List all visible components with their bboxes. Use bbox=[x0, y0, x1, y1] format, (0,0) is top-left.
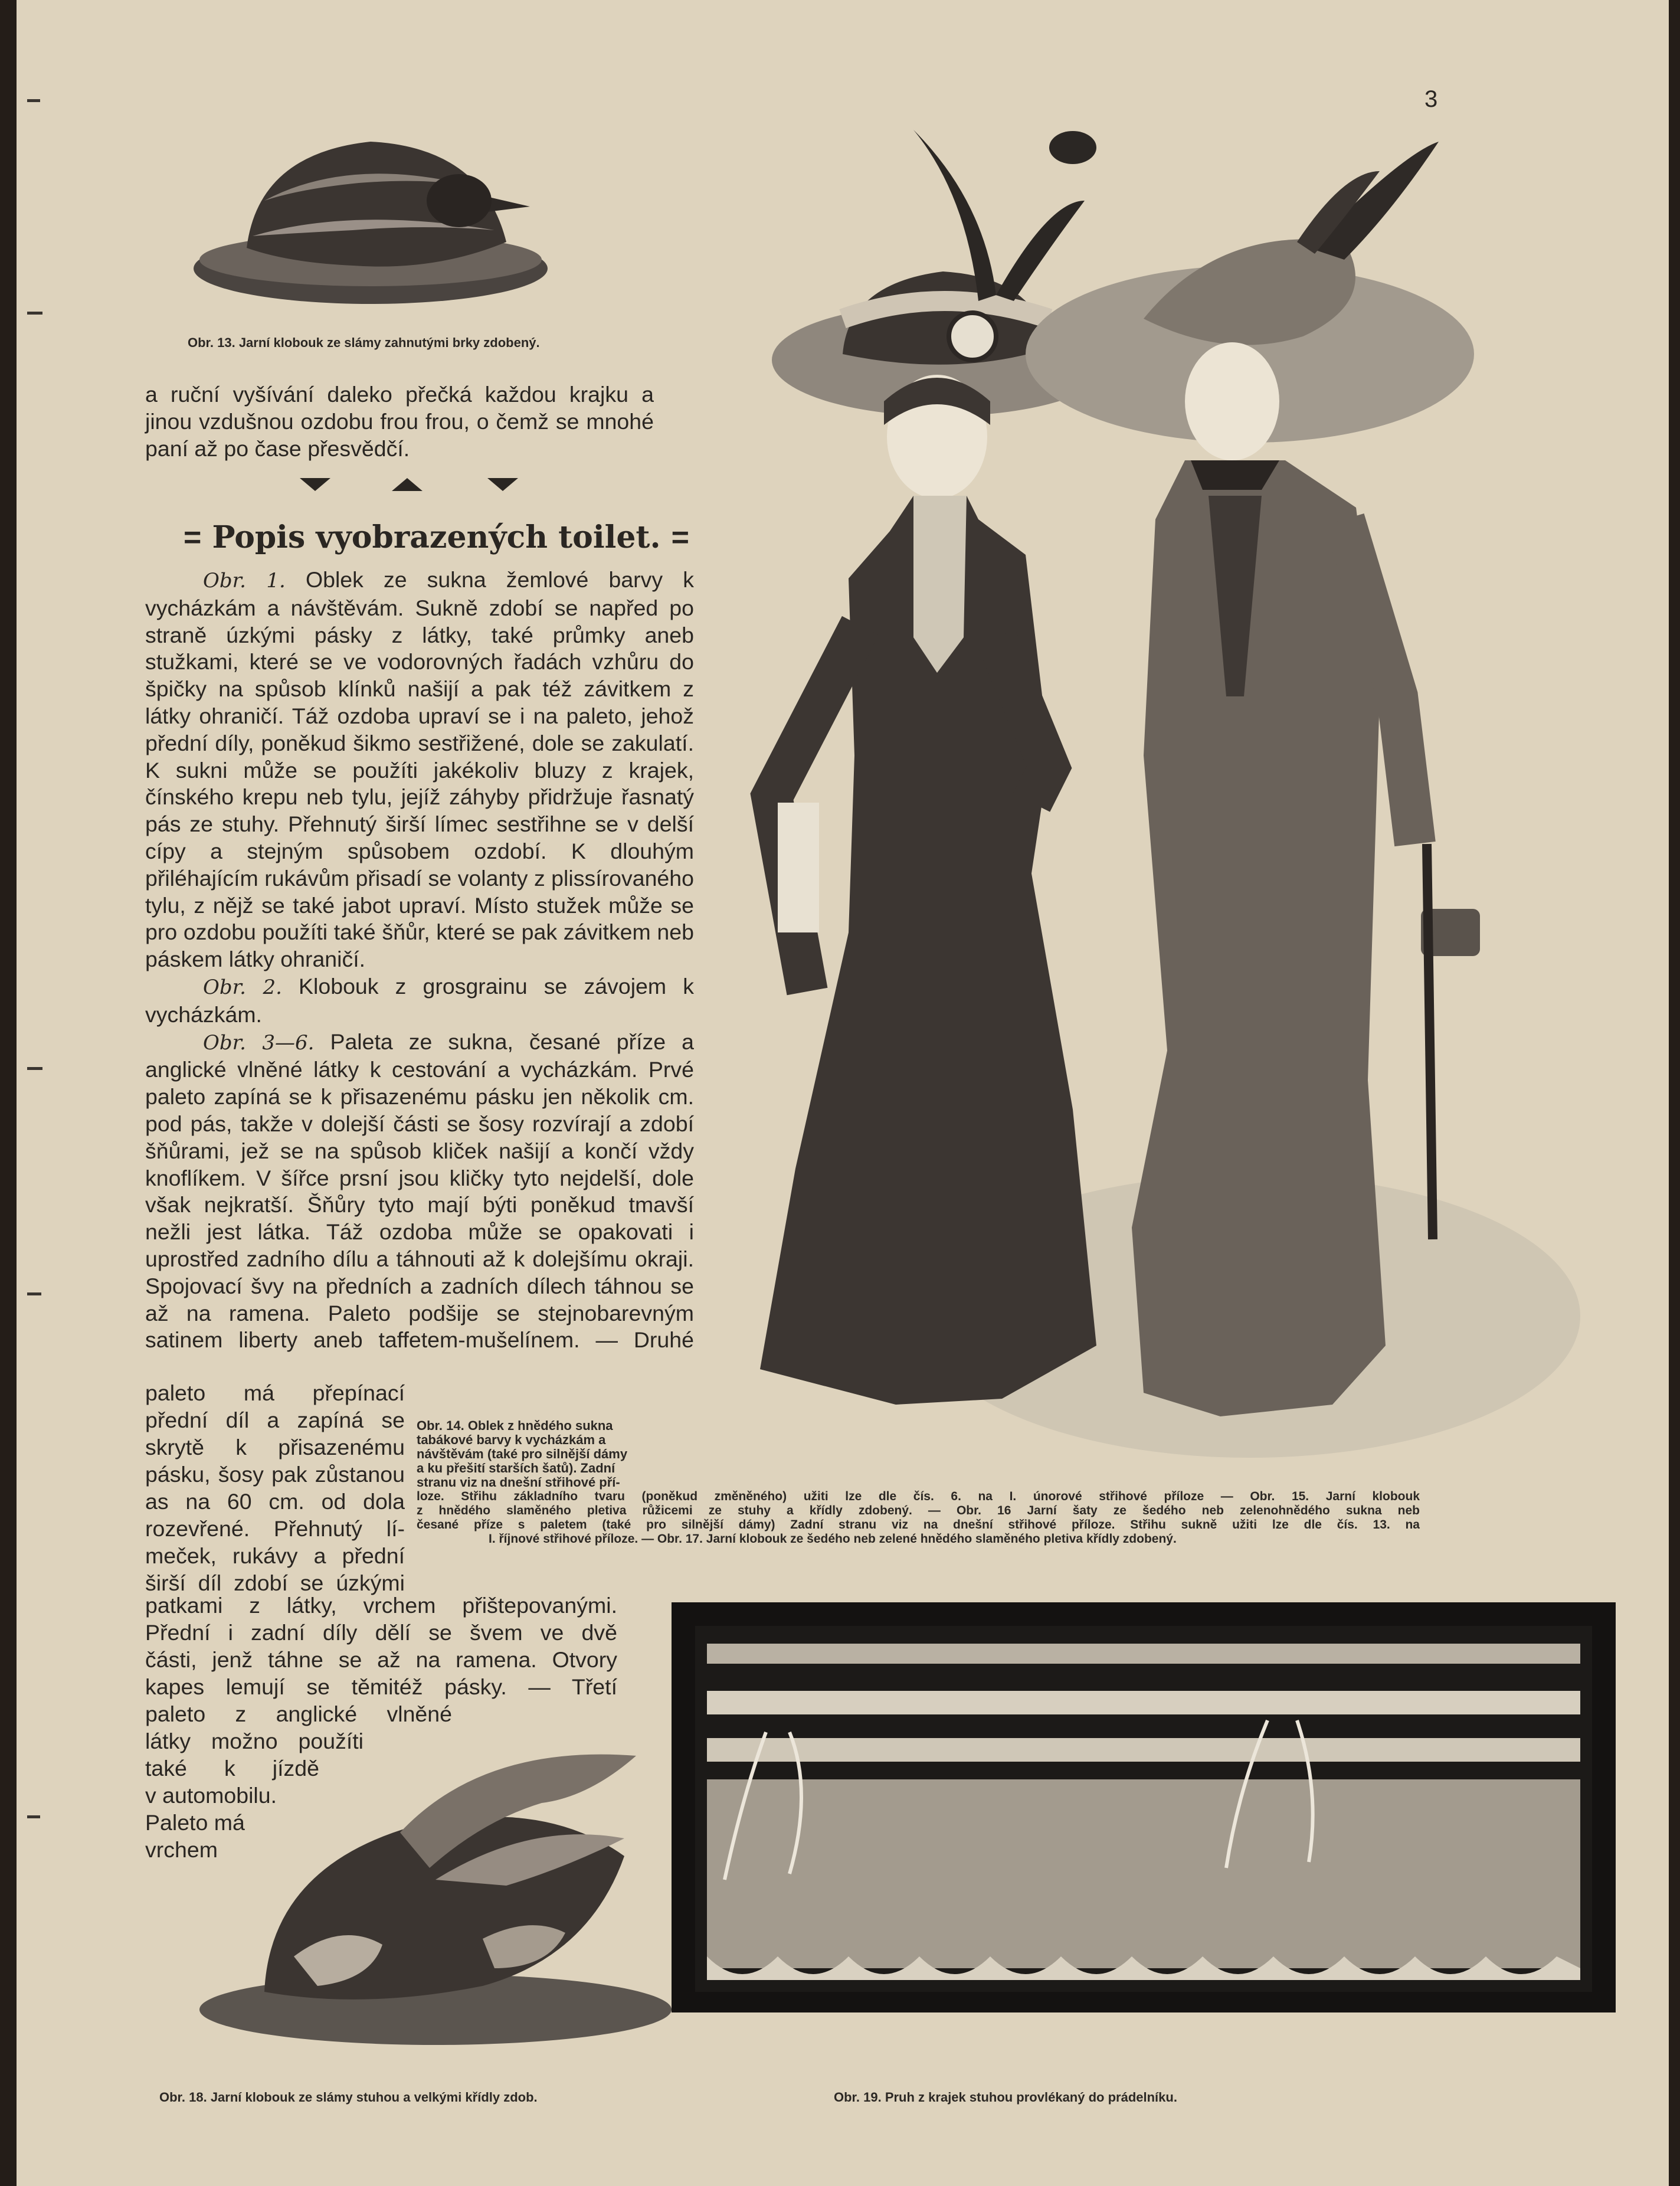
fig13-hat-illustration bbox=[176, 118, 565, 313]
text-line: as na 60 cm. od dola bbox=[145, 1489, 405, 1514]
caption-line: tabákové barvy k vycházkám a bbox=[417, 1432, 606, 1447]
heading-rule-right: = bbox=[671, 521, 690, 555]
figure-label: Obr. 1. bbox=[203, 569, 286, 593]
heading-text: Popis vyobrazených toilet. bbox=[212, 519, 661, 555]
caption-line: stranu viz na dnešní střihové pří- bbox=[417, 1475, 620, 1490]
text-line: pásku, šosy pak zůstanou bbox=[145, 1462, 405, 1487]
margin-mark bbox=[27, 1815, 40, 1818]
triangle-down-icon bbox=[487, 478, 518, 491]
caption-line: česané příze s paletem (také pro silnější dámy) Zadní stranu viz na dnešní střihové příloze. Střihu sukně užiti lze dle čís. 13. na bbox=[417, 1518, 1420, 1531]
section-heading bbox=[184, 519, 690, 555]
text-line: vrchem bbox=[145, 1837, 218, 1862]
text-line: také k jízdě bbox=[145, 1756, 319, 1781]
caption-line: návštěvám (také pro silnější dámy bbox=[417, 1447, 628, 1461]
fig14-17-fashion-illustration bbox=[719, 106, 1586, 1475]
text-line: přední díl a zapíná se bbox=[145, 1408, 405, 1432]
margin-mark bbox=[27, 99, 40, 102]
fig13-caption: Obr. 13. Jarní klobouk ze slámy zahnutými brky zdobený. bbox=[188, 335, 540, 350]
text-line: jinou vzdušnou ozdobu frou frou, o čemž se mnohé bbox=[145, 408, 654, 434]
caption-line: Obr. 14. Oblek z hnědého sukna bbox=[417, 1418, 613, 1433]
figure-label: Obr. 3—6. bbox=[203, 1030, 315, 1055]
paragraph-text: Klobouk z grosgrainu se závojem k vycházkám. bbox=[145, 973, 694, 1027]
text-line: paleto z anglické vlněné bbox=[145, 1701, 452, 1726]
text-line: meček, rukávy a přední bbox=[145, 1543, 405, 1568]
lace-pattern bbox=[672, 1602, 1616, 2012]
text-line: širší díl zdobí se úzkými bbox=[145, 1570, 405, 1595]
heading-rule-left: = bbox=[184, 521, 202, 555]
triangle-down-icon bbox=[300, 478, 330, 491]
caption-line: I. říjnové střihové příloze. — Obr. 17. Jarní klobouk ze šedého neb zelené hnědého slaměného pletiva křídly zdobený. bbox=[489, 1532, 1177, 1546]
text-line: skrytě k přisazenému bbox=[145, 1435, 405, 1459]
text-line: a ruční vyšívání daleko přečká každou krajku a bbox=[145, 382, 654, 407]
margin-mark bbox=[27, 1067, 42, 1070]
margin-mark bbox=[27, 1292, 41, 1295]
triangle-up-icon bbox=[392, 478, 423, 491]
paragraph-obr-2 bbox=[145, 973, 694, 1029]
text-line: rozevřené. Přehnutý lí- bbox=[145, 1516, 405, 1541]
page-number: 3 bbox=[1424, 86, 1438, 112]
text-line: paní až po čase přesvědčí. bbox=[145, 436, 410, 461]
text-line: Paleto má bbox=[145, 1810, 245, 1835]
paragraph-obr-3-6 bbox=[145, 1029, 694, 1354]
paragraph-obr-1 bbox=[145, 567, 694, 973]
caption-line: loze. Střihu základního tvaru (poněkud změněného) užiti lze dle čís. 6. na I. únorové střihové příloze — Obr. 15. Jarní klobouk bbox=[417, 1490, 1420, 1503]
magazine-page bbox=[17, 0, 1669, 2186]
caption-line: a ku přešití starších šatů). Zadní bbox=[417, 1461, 615, 1475]
text-line: části, jenž táhne se až na ramena. Otvory bbox=[145, 1647, 617, 1672]
intro-text bbox=[145, 381, 654, 462]
fig19-lace-image bbox=[672, 1602, 1616, 2012]
fig19-caption: Obr. 19. Pruh z krajek stuhou provlékaný do prádelníku. bbox=[834, 2090, 1177, 2105]
text-line: kapes lemují se těmitéž pásky. — Třetí bbox=[145, 1674, 617, 1699]
caption-line: z hnědého slaměného pletiva růžicemi ze stuhy a křídly zdobený. — Obr. 16 Jarní šaty ze šedého neb zelenohnědého sukna neb bbox=[417, 1504, 1420, 1517]
text-line: Přední i zadní díly dělí se švem ve dvě bbox=[145, 1620, 617, 1645]
paragraph-text: Paleta ze sukna, česané příze a anglické vlněné látky k cestování a vycházkám. Prvé paleto zapíná se k přisazenému pásku jen několik cm. pod pás, takže v dolejší části se šosy rozvírají a zdobí šňůrami, jež se na spůsob kliček našijí a končí vždy knoflíkem. V šířce prsní jsou kličky tyto nejdelší, dole však nejkratší. Šňůry tyto mají býti poněkud tmavší nežli jest látka. Táž ozdoba může se opakovati i uprostřed zadního dílu a táhnouti až k dolejšímu okraji. Spojovací švy na předních a zadních dílech táhnou se až na ramena. Paleto podšije se stejnobarevným satinem liberty aneb taffetem-mušelínem. — Druhé bbox=[145, 1029, 695, 1353]
fig18-caption: Obr. 18. Jarní klobouk ze slámy stuhou a velkými křídly zdob. bbox=[159, 2090, 538, 2105]
text-line: patkami z látky, vrchem přištepovanými. bbox=[145, 1593, 617, 1618]
margin-mark bbox=[27, 312, 42, 315]
description-column bbox=[145, 567, 694, 1354]
figure-label: Obr. 2. bbox=[203, 975, 282, 999]
fig18-hat-illustration bbox=[176, 1732, 689, 2063]
paragraph-text: Oblek ze sukna žemlové barvy k vycházkám a návštěvám. Sukně zdobí se napřed po straně úzkými pásky z látky, také průmky aneb stužkami, které se ve vodorovných řadách vzhůru do špičky na spůsob klínků našijí a pak též závitkem z látky ohraničí. Táž ozdoba upraví se i na paleto, jehož přední díly, poněkud šikmo sestřižené, dole se zakulatí. K sukni může se použíti jakékoliv bluzy z krajek, čínského krepu neb tylu, jejíž záhyby přidržuje řasnatý pás ze stuhy. Přehnutý širší límec sestřihne se v delší cípy a stejným spůsobem ozdobí. K dlouhým přiléhajícím rukávům přisadí se volanty z plissírovaného tylu, z nějž se také jabot upraví. Místo stužek může se pro ozdobu použíti také šňůr, které se pak závitkem neb páskem látky ohraničí. bbox=[145, 567, 694, 972]
text-line: paleto má přepínací bbox=[145, 1380, 405, 1405]
text-line: látky možno použíti bbox=[145, 1729, 363, 1753]
text-line: v automobilu. bbox=[145, 1783, 277, 1808]
